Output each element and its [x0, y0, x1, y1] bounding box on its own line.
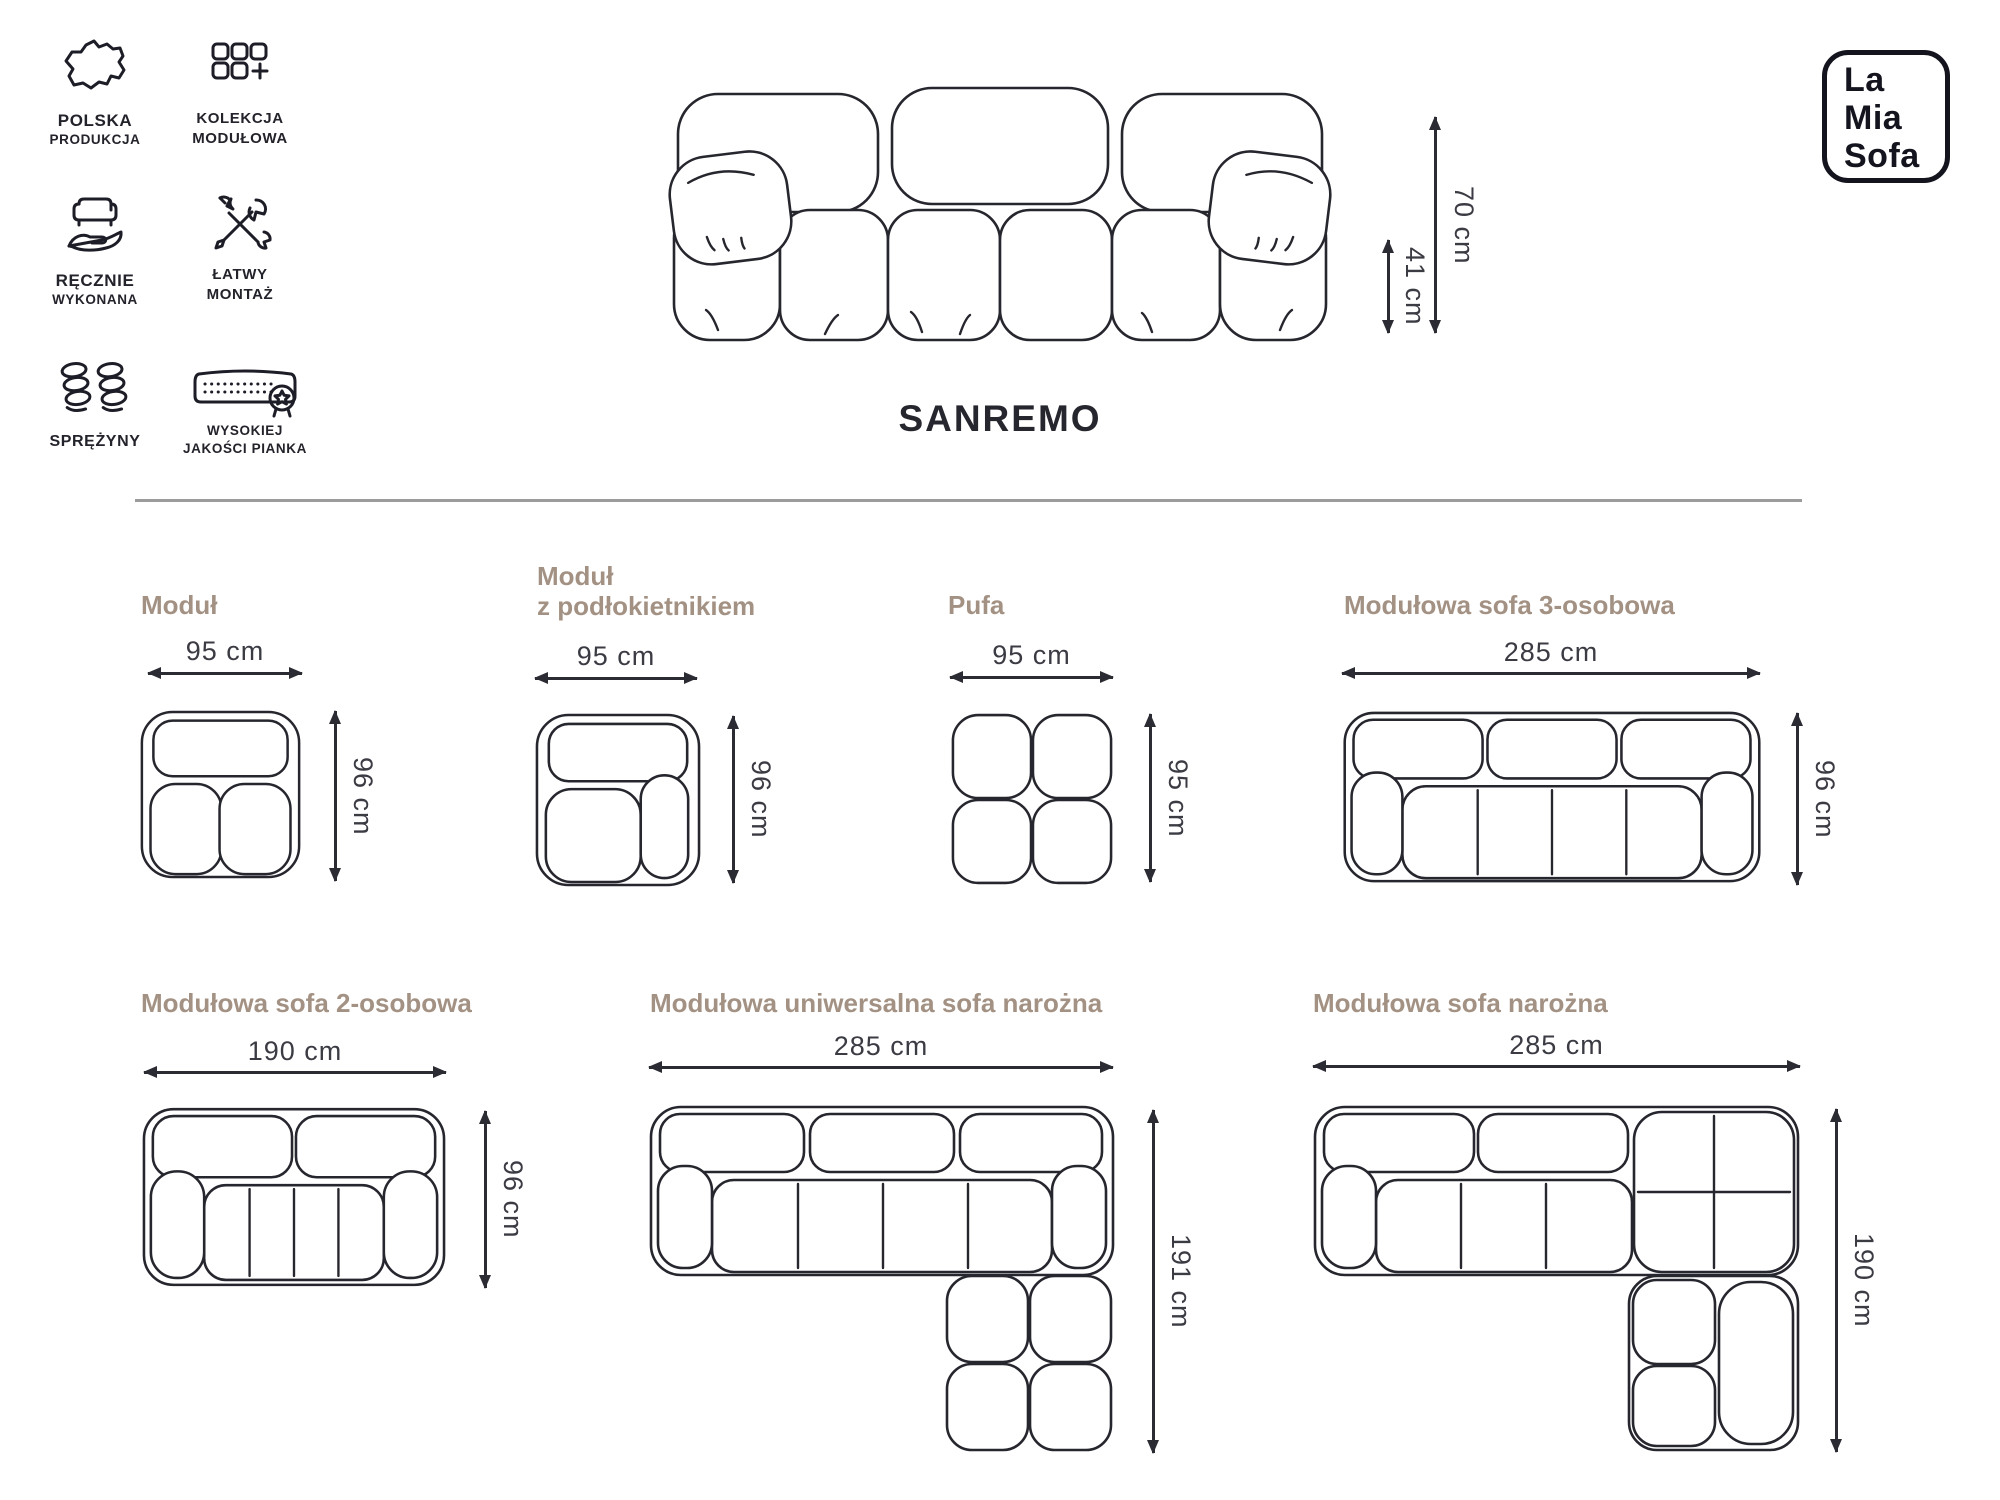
handmade-icon	[59, 190, 131, 262]
modules-icon	[206, 38, 274, 102]
hero-seat-height-label: 41 cm	[1400, 246, 1430, 326]
feature-sublabel: WYKONANA	[52, 292, 138, 308]
feature-label: RĘCZNIE	[55, 271, 135, 290]
diagram-height-label: 96 cm	[348, 756, 378, 836]
pufa-top-view	[950, 712, 1114, 886]
height-arrow	[1152, 1110, 1155, 1453]
feature-sublabel: MODUŁOWA	[192, 129, 288, 147]
sofa2-top-view	[141, 1106, 447, 1290]
hero-total-height-label: 70 cm	[1449, 185, 1479, 265]
diagram-title-sofa2: Modułowa sofa 2-osobowa	[141, 988, 472, 1018]
width-arrow	[535, 677, 697, 680]
height-arrow	[732, 716, 735, 883]
section-divider	[135, 499, 1802, 502]
diagram-height-label: 96 cm	[746, 760, 776, 839]
brand-logo-line: La	[1844, 61, 1885, 99]
diagram-width-label: 95 cm	[185, 636, 265, 666]
diagram-width-label: 95 cm	[992, 640, 1071, 670]
feature-label: SPRĘŻYNY	[49, 433, 141, 450]
width-arrow	[144, 1071, 446, 1074]
naroznik-top-view	[1312, 1104, 1802, 1456]
diagram-title-modul-podlokietnik	[537, 561, 755, 621]
diagram-width-label: 285 cm	[833, 1031, 929, 1061]
diagram-title-line2: z podłokietnikiem	[537, 591, 756, 621]
diagram-height-label: 95 cm	[1163, 758, 1193, 838]
diagram-width-label: 190 cm	[247, 1036, 343, 1066]
diagram-title-naroznik: Modułowa sofa narożna	[1313, 988, 1608, 1018]
feature-label: KOLEKCJA	[196, 110, 284, 127]
diagram-height-label: 96 cm	[1810, 759, 1840, 839]
width-arrow	[950, 676, 1113, 679]
feature-recznie-wykonana	[20, 190, 170, 309]
diagram-height-label: 191 cm	[1166, 1234, 1196, 1329]
feature-sublabel: MONTAŻ	[206, 285, 274, 303]
feature-latwy-montaz	[165, 190, 315, 304]
brand-logo-line: Sofa	[1844, 137, 1920, 176]
width-arrow	[1313, 1065, 1800, 1068]
height-arrow	[1149, 714, 1152, 882]
feature-pianka	[150, 360, 340, 457]
diagram-title-pufa: Pufa	[948, 590, 1005, 620]
feature-label: WYSOKIEJ	[206, 423, 284, 438]
feature-polska-produkcja	[20, 38, 170, 149]
height-arrow	[1796, 713, 1799, 885]
diagram-title-line1: Moduł	[537, 561, 614, 591]
diagram-height-label: 190 cm	[1849, 1233, 1879, 1328]
sofa-front-view-drawing	[660, 82, 1340, 347]
feature-label: ŁATWY	[212, 266, 268, 283]
width-arrow	[1342, 672, 1760, 675]
feature-sublabel: PRODUKCJA	[49, 132, 141, 148]
diagram-width-label: 285 cm	[1503, 637, 1599, 667]
feature-sublabel: JAKOŚCI PIANKA	[183, 440, 307, 456]
tools-icon	[206, 190, 274, 258]
feature-label: POLSKA	[57, 111, 133, 130]
height-arrow	[484, 1111, 487, 1288]
diagram-title-modul: Moduł	[141, 590, 218, 620]
modul-podlokietnik-top-view	[534, 712, 702, 888]
sofa3-top-view	[1341, 710, 1763, 886]
modul-top-view	[139, 706, 302, 883]
diagram-height-label: 96 cm	[498, 1160, 528, 1239]
poland-map-icon	[61, 38, 129, 102]
product-title: SANREMO	[898, 398, 1102, 439]
brand-logo-line: Mia	[1844, 99, 1903, 138]
diagram-title-naroznik-uniwersalny: Modułowa uniwersalna sofa narożna	[650, 988, 1103, 1018]
diagram-title-sofa3: Modułowa sofa 3-osobowa	[1344, 590, 1675, 620]
diagram-width-label: 285 cm	[1509, 1030, 1604, 1060]
width-arrow	[649, 1066, 1113, 1069]
feature-kolekcja-modulowa	[165, 38, 315, 148]
springs-icon	[55, 358, 135, 424]
height-arrow	[1835, 1109, 1838, 1452]
width-arrow	[148, 672, 302, 675]
brand-logo	[1822, 50, 1950, 183]
height-arrow	[334, 711, 337, 881]
hero-total-height-arrow	[1434, 117, 1437, 333]
foam-icon	[189, 360, 301, 422]
hero-seat-height-arrow	[1387, 240, 1390, 333]
naroznik-uniwersalny-top-view	[648, 1104, 1116, 1456]
diagram-width-label: 95 cm	[576, 641, 656, 671]
feature-sprezyny	[20, 358, 170, 452]
